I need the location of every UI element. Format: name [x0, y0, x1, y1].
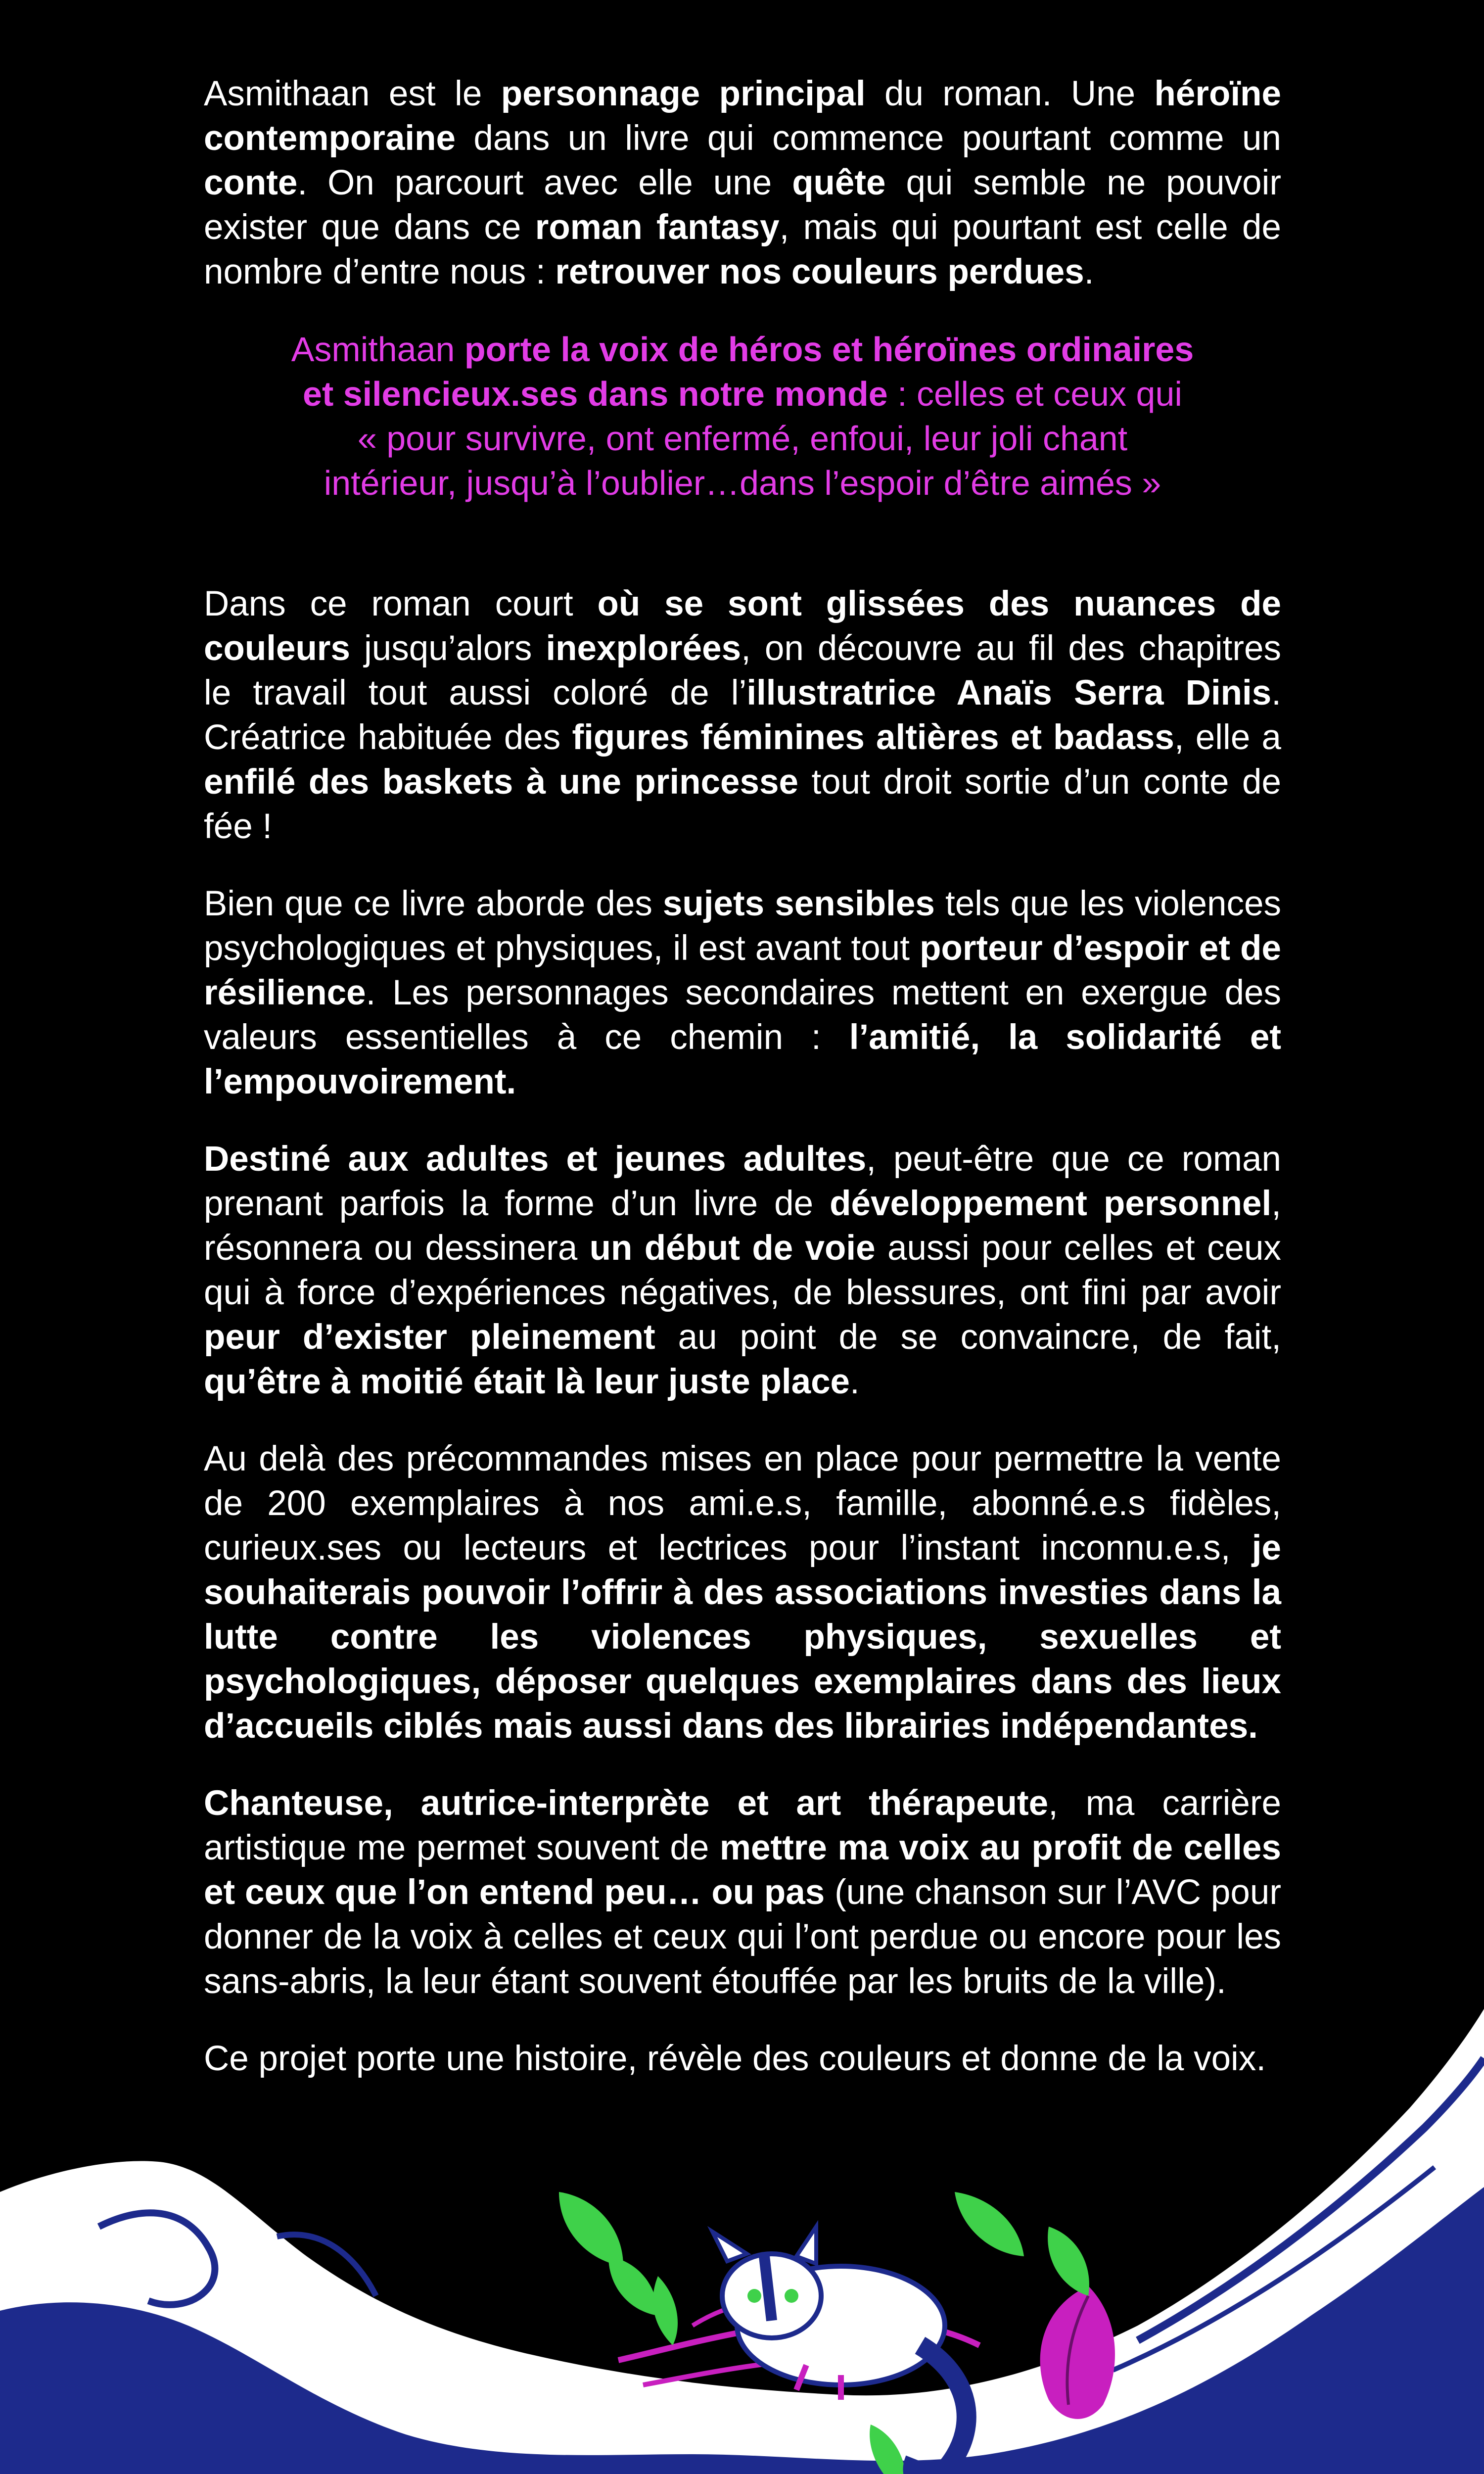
text-run: aussi pour celles et ceux qui à force d’expériences négatives, de blessures, ont fini par avoir	[204, 1229, 1281, 1312]
text-run: . On parcourt avec elle une	[297, 163, 792, 202]
flower-bud-icon	[1040, 2286, 1115, 2419]
body-paragraph	[204, 1137, 1281, 1404]
intro-paragraph	[204, 72, 1281, 294]
text-run: Asmithaan	[291, 330, 464, 369]
text-run: (une chanson sur l’AVC pour donner de la voix à celles et ceux qui l’ont perdue ou encore pour les sans-abris, la leur étant souvent étouffée par les bruits de la ville).	[204, 1873, 1282, 2001]
bold-text: je souhaiterais pouvoir l’offrir à des associations investies dans la lutte contre les violences physiques, sexuelles et psychologiques, déposer quelques exemplaires dans des lieux d’accueils ciblés mais aussi dans des librairies indépendantes.	[204, 1528, 1281, 1746]
body-paragraph	[204, 882, 1281, 1104]
body-paragraph	[204, 1437, 1281, 1749]
bold-text: Chanteuse, autrice-interprète et art thérapeute	[204, 1784, 1049, 1823]
text-run: tout droit sortie d’un conte de fée !	[204, 762, 1281, 846]
bold-text: héroïne contemporaine	[204, 74, 1281, 158]
bold-text: mettre ma voix au profit de celles et ceux que l’on entend peu… ou pas	[204, 1828, 1281, 1912]
text-run: , elle a	[1174, 718, 1281, 757]
bold-text: développement personnel	[830, 1184, 1272, 1223]
bold-text: enfilé des baskets à une princesse	[204, 762, 798, 802]
text-run: Bien que ce livre aborde des	[204, 884, 663, 923]
text-run: Au delà des précommandes mises en place pour permettre la vente de 200 exemplaires à nos ami.e.s, famille, abonné.e.s fidèles, curieux.ses ou lecteurs et lectrices pour l’instant inconnu.e.s,	[204, 1439, 1281, 1568]
text-run: : celles et ceux qui « pour survivre, ont enfermé, enfoui, leur joli chant intérieur, jusqu’à l’oublier…dans l’espoir d’être aimés »	[324, 375, 1182, 502]
bold-text: illustratrice Anaïs Serra Dinis	[746, 673, 1272, 713]
bold-text: porte la voix de héros et héroïnes ordinaires et silencieux.ses dans notre monde	[303, 330, 1194, 413]
bold-text: l’amitié, la solidarité et l’empouvoirement.	[204, 1018, 1281, 1101]
leaf-icon	[1048, 2227, 1089, 2296]
body-paragraphs	[204, 582, 1281, 2081]
bold-text: porteur d’espoir et de résilience	[204, 929, 1281, 1012]
bold-text: peur d’exister pleinement	[204, 1318, 655, 1357]
body-paragraph	[204, 582, 1281, 849]
bold-text: qu’être à moitié était là leur juste place	[204, 1362, 850, 1401]
text-run: Dans ce roman court	[204, 584, 598, 623]
wave-illustration	[0, 1979, 1484, 2474]
pull-quote	[290, 327, 1195, 505]
body-paragraph	[204, 1781, 1281, 2004]
text-run: . Créatrice habituée des	[204, 673, 1281, 757]
text-run: .	[1084, 252, 1094, 291]
bold-text: conte	[204, 163, 298, 202]
text-run: , ma carrière artistique me permet souvent de	[204, 1784, 1281, 1867]
bold-text: personnage principal	[501, 74, 866, 113]
text-run: dans un livre qui commence pourtant comme un	[455, 119, 1281, 158]
text-run: Asmithaan est le	[204, 74, 501, 113]
bold-text: où se sont glissées des nuances de couleurs	[204, 584, 1282, 668]
text-run: , résonnera ou dessinera	[204, 1184, 1282, 1268]
text-run: , mais qui pourtant est celle de nombre d’entre nous :	[204, 208, 1281, 291]
text-run: du roman. Une	[865, 74, 1155, 113]
leaf-icon	[608, 2256, 658, 2316]
bold-text: inexplorées	[546, 629, 742, 668]
text-run: au point de se convaincre, de fait,	[655, 1318, 1282, 1357]
leaf-icon	[955, 2192, 1024, 2256]
bold-text: retrouver nos couleurs perdues	[555, 252, 1084, 291]
bold-text: Destiné aux adultes et jeunes adultes	[204, 1140, 867, 1179]
bold-text: roman fantasy	[535, 208, 780, 247]
leaf-icon	[559, 2192, 623, 2266]
bold-text: un début de voie	[589, 1229, 876, 1268]
text-run: Ce projet porte une histoire, révèle des couleurs et donne de la voix.	[204, 2039, 1266, 2078]
bold-text: quête	[792, 163, 886, 202]
text-run: , on découvre au fil des chapitres le travail tout aussi coloré de l’	[204, 629, 1281, 713]
text-run: . Les personnages secondaires mettent en exergue des valeurs essentielles à ce chemin :	[204, 973, 1281, 1057]
text-run: , peut-être que ce roman prenant parfois la forme d’un livre de	[204, 1140, 1281, 1223]
text-run: qui semble ne pouvoir exister que dans ce	[204, 163, 1281, 247]
text-run: tels que les violences psychologiques et physiques, il est avant tout	[204, 884, 1281, 968]
bold-text: sujets sensibles	[662, 884, 935, 923]
bold-text: figures féminines altières et badass	[572, 718, 1174, 757]
text-run: .	[850, 1362, 860, 1401]
article-body	[204, 72, 1281, 2114]
text-run: jusqu’alors	[350, 629, 546, 668]
leaf-icon	[653, 2276, 678, 2345]
